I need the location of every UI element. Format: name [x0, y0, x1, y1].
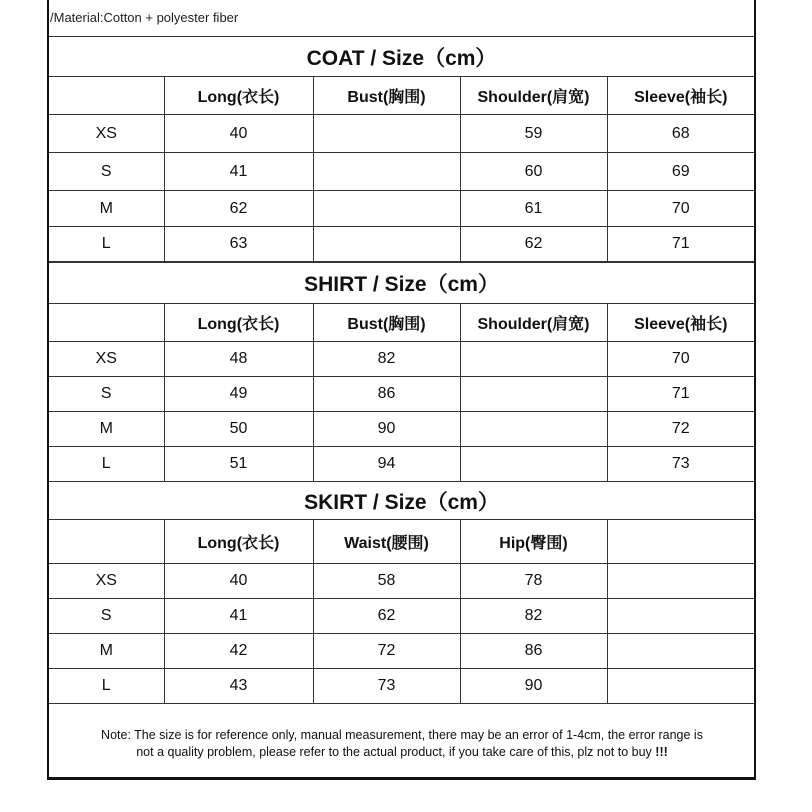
note-emphasis: !!!: [655, 745, 668, 759]
value-cell: 73: [313, 669, 460, 704]
table-row: [49, 153, 754, 191]
size-cell: L: [49, 227, 164, 262]
value-cell: 48: [164, 342, 313, 377]
header-cell: Shoulder(肩宽): [460, 77, 607, 115]
header-cell: Waist(腰围): [313, 520, 460, 564]
table-row: [49, 115, 754, 153]
value-cell: [460, 412, 607, 447]
skirt-table-title: SKIRT / Size（cm）: [49, 482, 754, 520]
material-label: /Material:Cotton + polyester fiber: [50, 10, 239, 25]
value-cell: 69: [607, 153, 754, 191]
value-cell: 61: [460, 191, 607, 227]
table-row: [49, 342, 754, 377]
shirt-size-table: [49, 262, 754, 482]
header-cell: Bust(胸围): [313, 77, 460, 115]
value-cell: 70: [607, 191, 754, 227]
header-cell: [607, 520, 754, 564]
value-cell: [607, 669, 754, 704]
size-cell: S: [49, 599, 164, 634]
note-line-1: Note: The size is for reference only, manual measurement, there may be an error of 1-4cm, the error range is: [101, 728, 703, 742]
header-cell: Sleeve(袖长): [607, 77, 754, 115]
value-cell: 90: [460, 669, 607, 704]
value-cell: [313, 227, 460, 262]
value-cell: 41: [164, 153, 313, 191]
header-cell: Sleeve(袖长): [607, 304, 754, 342]
header-cell: Shoulder(肩宽): [460, 304, 607, 342]
value-cell: [313, 191, 460, 227]
table-row: [49, 447, 754, 482]
disclaimer-note: [52, 727, 752, 761]
value-cell: 50: [164, 412, 313, 447]
header-cell: [49, 520, 164, 564]
value-cell: 82: [460, 599, 607, 634]
header-cell: Hip(臀围): [460, 520, 607, 564]
value-cell: [313, 115, 460, 153]
value-cell: 58: [313, 564, 460, 599]
value-cell: 78: [460, 564, 607, 599]
shirt-table-title: SHIRT / Size（cm）: [49, 263, 754, 304]
size-cell: S: [49, 153, 164, 191]
note-line-2-text: not a quality problem, please refer to the actual product, if you take care of this, plz not to buy: [136, 745, 652, 759]
value-cell: 86: [460, 634, 607, 669]
header-cell: Long(衣长): [164, 520, 313, 564]
table-row: [49, 564, 754, 599]
value-cell: [460, 377, 607, 412]
header-cell: Long(衣长): [164, 304, 313, 342]
value-cell: 49: [164, 377, 313, 412]
size-cell: XS: [49, 564, 164, 599]
table-row: [49, 412, 754, 447]
value-cell: 70: [607, 342, 754, 377]
value-cell: 72: [607, 412, 754, 447]
value-cell: [607, 564, 754, 599]
value-cell: 94: [313, 447, 460, 482]
size-cell: S: [49, 377, 164, 412]
value-cell: 62: [164, 191, 313, 227]
value-cell: [460, 342, 607, 377]
value-cell: 71: [607, 227, 754, 262]
value-cell: 43: [164, 669, 313, 704]
table-row: [49, 191, 754, 227]
value-cell: 82: [313, 342, 460, 377]
value-cell: 59: [460, 115, 607, 153]
value-cell: 62: [460, 227, 607, 262]
value-cell: 63: [164, 227, 313, 262]
value-cell: 90: [313, 412, 460, 447]
table-row: [49, 377, 754, 412]
table-row: [49, 634, 754, 669]
value-cell: 73: [607, 447, 754, 482]
header-cell: [49, 304, 164, 342]
size-cell: M: [49, 191, 164, 227]
header-cell: Long(衣长): [164, 77, 313, 115]
value-cell: [460, 447, 607, 482]
value-cell: 62: [313, 599, 460, 634]
coat-table-title: COAT / Size（cm）: [49, 37, 754, 77]
header-cell: Bust(胸围): [313, 304, 460, 342]
header-cell: [49, 77, 164, 115]
size-cell: L: [49, 447, 164, 482]
value-cell: 68: [607, 115, 754, 153]
coat-size-table: [49, 36, 754, 262]
value-cell: 42: [164, 634, 313, 669]
size-cell: M: [49, 412, 164, 447]
skirt-size-table: [49, 481, 754, 704]
value-cell: 41: [164, 599, 313, 634]
size-cell: L: [49, 669, 164, 704]
table-row: [49, 599, 754, 634]
value-cell: 71: [607, 377, 754, 412]
value-cell: [607, 599, 754, 634]
note-line-2: [52, 744, 752, 761]
value-cell: 51: [164, 447, 313, 482]
value-cell: 86: [313, 377, 460, 412]
value-cell: 72: [313, 634, 460, 669]
size-cell: XS: [49, 342, 164, 377]
value-cell: 60: [460, 153, 607, 191]
size-cell: M: [49, 634, 164, 669]
size-cell: XS: [49, 115, 164, 153]
value-cell: 40: [164, 115, 313, 153]
table-row: [49, 227, 754, 262]
value-cell: [607, 634, 754, 669]
table-row: [49, 669, 754, 704]
value-cell: 40: [164, 564, 313, 599]
value-cell: [313, 153, 460, 191]
